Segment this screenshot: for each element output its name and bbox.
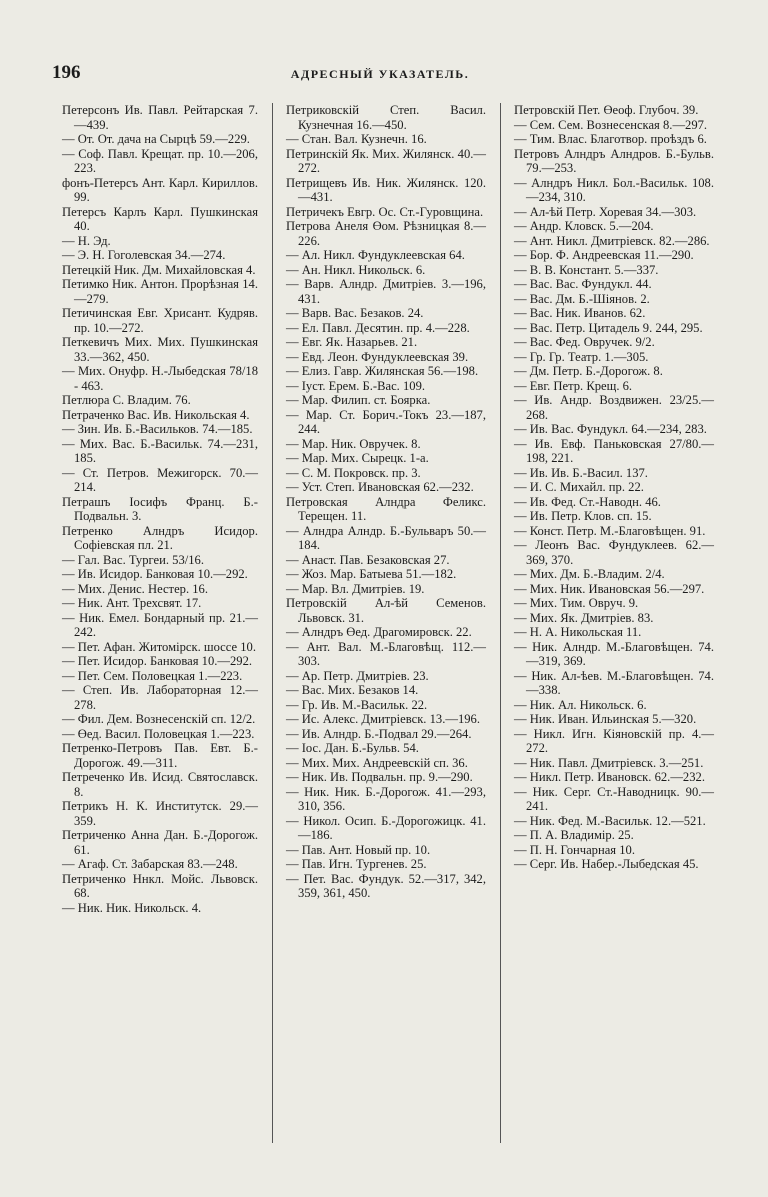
directory-entry: — Евд. Леон. Фундуклеевская 39. (286, 349, 469, 364)
directory-entry: — Уст. Степ. Ивановская 62.—232. (286, 480, 474, 494)
directory-entry: — Ант. Вал. М.-Благовѣщ. 112.—303. (286, 639, 486, 668)
directory-entry: — Никл. Петр. Ивановск. 62.—232. (514, 770, 705, 784)
directory-entry: — Ал. Никл. Фундуклеевская 64. (286, 248, 465, 262)
directory-entry: — П. А. Владимір. 25. (514, 828, 634, 842)
directory-entry: — Пав. Игн. Тургенев. 25. (286, 857, 427, 871)
directory-entry: Петичинская Евг. Хрисант. Кудряв. пр. 10.—272. (62, 306, 258, 335)
directory-entry: — Андр. Кловск. 5.—204. (514, 219, 654, 233)
directory-entry: — Варв. Алндр. Дмитріев. 3.—196, 431. (286, 277, 486, 306)
directory-entry: — Бор. Ф. Андреевская 11.—290. (514, 248, 694, 262)
directory-entry: фонъ-Петерсъ Ант. Карл. Кириллов. 99. (62, 175, 258, 204)
directory-entry: Петреченко Ив. Исид. Святославск. 8. (62, 770, 258, 799)
directory-entry: — Ив. Евф. Паньковская 27/80.—198, 221. (514, 436, 714, 465)
directory-entry: — Конст. Петр. М.-Благовѣщен. 91. (514, 523, 706, 538)
directory-entry: — Ник. Ант. Трехсвят. 17. (62, 596, 202, 610)
column-divider-1 (272, 103, 273, 1143)
page-number: 196 (52, 62, 81, 83)
directory-entry: — В. В. Констант. 5.—337. (514, 262, 659, 277)
directory-entry: Петецкій Ник. Дм. Михайловская 4. (62, 262, 256, 277)
directory-entry: — Анаст. Пав. Безаковская 27. (286, 552, 450, 567)
directory-entry: — Вас. Ник. Иванов. 62. (514, 306, 646, 320)
directory-entry: Петренко-Петровъ Пав. Евт. Б.-Дорогож. 49.—311. (62, 741, 258, 770)
directory-entry: — Ис. Алекс. Дмитріевск. 13.—196. (286, 712, 480, 726)
directory-entry: — Агаф. Ст. Забарская 83.—248. (62, 857, 238, 871)
directory-entry: — Ант. Никл. Дмитріевск. 82.—286. (514, 233, 710, 248)
directory-entry: Петрищевъ Ив. Ник. Жилянск. 120.—431. (286, 175, 486, 204)
page-header (52, 62, 708, 88)
directory-entry: — Алндра Алндр. Б.-Бульваръ 50.—184. (286, 523, 486, 552)
directory-entry: Петерсъ Карлъ Карл. Пушкинская 40. (62, 204, 258, 233)
directory-entry: — Никл. Игн. Кіяновскій пр. 4.—272. (514, 726, 714, 755)
directory-entry: — Мар. Мих. Сырецк. 1-а. (286, 451, 429, 465)
directory-entry: — Мих. Ник. Ивановская 56.—297. (514, 581, 705, 596)
directory-entry: — Ник. Ал. Никольск. 6. (514, 697, 647, 712)
directory-entry: Петрикъ Н. К. Институтск. 29.—359. (62, 799, 258, 828)
directory-entry: — Вас. Вас. Фундукл. 44. (514, 277, 652, 291)
directory-entry: — Мих. Тим. Овруч. 9. (514, 596, 639, 610)
directory-entry: — Вас. Фед. Овручек. 9/2. (514, 335, 655, 349)
directory-entry: — Мих. Мих. Андреевскій сп. 36. (286, 755, 468, 770)
directory-entry: — Гр. Гр. Театр. 1.—305. (514, 349, 649, 364)
directory-entry: — Н. Эд. (62, 233, 111, 248)
directory-entry: Петриковскій Степ. Васил. Кузнечная 16.—450. (286, 103, 486, 132)
directory-entry: — Пет. Афан. Житомірск. шоссе 10. (62, 639, 256, 654)
directory-entry: — Зин. Ив. Б.-Васильков. 74.—185. (62, 422, 253, 436)
directory-entry: — Ник. Алндр. М.-Благовѣщен. 74.—319, 369. (514, 639, 714, 668)
directory-entry: — Ел. Павл. Десятин. пр. 4.—228. (286, 320, 470, 335)
directory-entry: — Никол. Осип. Б.-Дорогожицк. 41.—186. (286, 813, 486, 842)
directory-entry: — Мар. Вл. Дмитріев. 19. (286, 581, 425, 596)
directory-entry: — От. От. дача на Сырцѣ 59.—229. (62, 132, 250, 146)
directory-entry: — Гр. Ив. М.-Васильк. 22. (286, 697, 428, 712)
directory-entry: — Ник. Серг. Ст.-Наводницк. 90.—241. (514, 784, 714, 813)
directory-entry: — Ар. Петр. Дмитріев. 23. (286, 668, 429, 683)
directory-entry: — Мар. Филип. ст. Боярка. (286, 393, 431, 407)
directory-entry: — Елиз. Гавр. Жилянская 56.—198. (286, 364, 479, 378)
directory-entry: — Ив. Ив. Б.-Васил. 137. (514, 465, 648, 480)
directory-entry: — Ник. Павл. Дмитріевск. 3.—251. (514, 755, 704, 770)
directory-entry: — Іос. Дан. Б.-Бульв. 54. (286, 741, 419, 755)
directory-entry: Петричекъ Евгр. Ос. Ст.-Гуровщина. (286, 204, 484, 219)
directory-entry: — Ник. Ник. Б.-Дорогож. 41.—293, 310, 356. (286, 784, 486, 813)
directory-entry: — Ник. Ник. Никольск. 4. (62, 900, 202, 915)
directory-entry: — Мих. Онуфр. Н.-Лыбедская 78/18 - 463. (62, 364, 258, 393)
directory-entry: Петренко Алндръ Исидор. Софіевская пл. 21. (62, 523, 258, 552)
directory-entry: — Евг. Петр. Крещ. 6. (514, 378, 633, 393)
directory-entry: — С. М. Покровск. пр. 3. (286, 465, 421, 480)
directory-entry: Петриченко Анна Дан. Б.-Дорогож. 61. (62, 828, 258, 857)
directory-entry: — Фил. Дем. Вознесенскій сп. 12/2. (62, 712, 256, 726)
directory-entry: — Ник. Емел. Бондарный пр. 21.—242. (62, 610, 258, 639)
directory-entry: — Алндръ Өед. Драгомировск. 22. (286, 625, 472, 639)
directory-entry: — Жоз. Мар. Батыева 51.—182. (286, 567, 457, 581)
directory-entry: — Мих. Денис. Нестер. 16. (62, 581, 208, 596)
directory-entry: — Мих. Як. Дмитріев. 83. (514, 610, 654, 625)
directory-entry: — Соф. Павл. Крещат. пр. 10.—206, 223. (62, 146, 258, 175)
directory-entry: — Гал. Вас. Тургеи. 53/16. (62, 552, 204, 567)
running-title: АДРЕСНЫЙ УКАЗАТЕЛЬ. (290, 67, 470, 81)
directory-entry: — Вас. Дм. Б.-Шіянов. 2. (514, 291, 650, 306)
directory-entry: — Н. А. Никольская 11. (514, 625, 642, 639)
directory-entry: — Ив. Петр. Клов. сп. 15. (514, 509, 652, 523)
directory-entry: Петлюра С. Владим. 76. (62, 393, 191, 407)
directory-entry: — Ник. Иван. Ильинская 5.—320. (514, 712, 697, 726)
directory-entry: — Серг. Ив. Набер.-Лыбедская 45. (514, 857, 699, 871)
directory-entry: — Мар. Ник. Овручек. 8. (286, 436, 421, 451)
directory-entry: — Мих. Дм. Б.-Владим. 2/4. (514, 567, 665, 581)
directory-entry: Петкевичъ Мих. Мих. Пушкинская 33.—362, 450. (62, 335, 258, 364)
directory-entry: — Пет. Вас. Фундук. 52.—317, 342, 359, 361, 450. (286, 871, 486, 900)
directory-entry: — Ив. Вас. Фундукл. 64.—234, 283. (514, 422, 707, 436)
directory-entry: — Э. Н. Гоголевская 34.—274. (62, 248, 226, 262)
directory-entry: Петрова Анеля Өом. Рѣзницкая 8.—226. (286, 219, 486, 248)
directory-entry: — Өед. Васил. Половецкая 1.—223. (62, 726, 255, 741)
directory-entry: Петровъ Алндръ Алндров. Б.-Бульв. 79.—253. (514, 146, 714, 175)
directory-entry: — Дм. Петр. Б.-Дорогож. 8. (514, 364, 663, 378)
directory-entry: Петимко Ник. Антон. Прорѣзная 14.—279. (62, 277, 258, 306)
directory-entry: — Ив. Фед. Ст.-Наводн. 46. (514, 494, 661, 509)
directory-entry: — Іуст. Ерем. Б.-Вас. 109. (286, 378, 426, 393)
column-3 (514, 103, 714, 872)
directory-entry: Петерсонъ Ив. Павл. Рейтарская 7.—439. (62, 103, 258, 132)
directory-entry: — Пет. Исидор. Банковая 10.—292. (62, 654, 253, 668)
column-2 (286, 103, 486, 901)
directory-entry: — Тим. Влас. Благотвор. проѣздъ 6. (514, 132, 707, 146)
directory-entry: — Мих. Вас. Б.-Васильк. 74.—231, 185. (62, 436, 258, 465)
directory-entry: Петраченко Вас. Ив. Никольская 4. (62, 407, 250, 422)
directory-entry: — Ник. Ив. Подвальн. пр. 9.—290. (286, 770, 473, 784)
column-divider-2 (500, 103, 501, 1143)
directory-entry: Петриченко Ннкл. Мойс. Львовск. 68. (62, 871, 258, 900)
directory-entry: Петровская Алндра Феликс. Терещен. 11. (286, 494, 486, 523)
directory-entry: — Евг. Як. Назарьев. 21. (286, 335, 418, 349)
directory-entry: — Вас. Мих. Безаков 14. (286, 683, 419, 697)
directory-entry: — Варв. Вас. Безаков. 24. (286, 306, 424, 320)
directory-entry: — Пет. Сем. Половецкая 1.—223. (62, 668, 243, 683)
column-1 (62, 103, 258, 915)
directory-entry: — Ан. Никл. Никольск. 6. (286, 262, 426, 277)
directory-entry: — Вас. Петр. Цитадель 9. 244, 295. (514, 320, 703, 335)
directory-entry: — Степ. Ив. Лабораторная 12.—278. (62, 683, 258, 712)
directory-entry: — П. Н. Гончарная 10. (514, 842, 635, 857)
directory-entry: — Сем. Сем. Вознесенская 8.—297. (514, 117, 708, 132)
directory-entry: — Стан. Вал. Кузнечн. 16. (286, 132, 427, 146)
directory-entry: — Ив. Андр. Воздвижен. 23/25.—268. (514, 393, 714, 422)
directory-entry: — Ник. Ал-ѣев. М.-Благовѣщен. 74.—338. (514, 668, 714, 697)
directory-entry: Петринскій Як. Мих. Жилянск. 40.—272. (286, 146, 486, 175)
directory-entry: — Леонъ Вас. Фундуклеев. 62.—369, 370. (514, 538, 714, 567)
directory-entry: — Ив. Исидор. Банковая 10.—292. (62, 567, 248, 581)
directory-entry: — Ст. Петров. Межигорск. 70.—214. (62, 465, 258, 494)
directory-entry: — Пав. Ант. Новый пр. 10. (286, 842, 431, 857)
directory-entry: — Мар. Ст. Борич.-Токъ 23.—187, 244. (286, 407, 486, 436)
directory-entry: — Ал-ѣй Петр. Хоревая 34.—303. (514, 204, 697, 219)
directory-entry: Петровскій Пет. Өеоф. Глубоч. 39. (514, 103, 699, 117)
directory-entry: — Ив. Алндр. Б.-Подвал 29.—264. (286, 726, 472, 741)
directory-entry: Петрашъ Іосифъ Франц. Б.-Подвальн. 3. (62, 494, 258, 523)
directory-entry: Петровскій Ал-ѣй Семенов. Львовск. 31. (286, 596, 486, 625)
directory-entry: — Ник. Фед. М.-Васильк. 12.—521. (514, 813, 706, 828)
directory-entry: — И. С. Михайл. пр. 22. (514, 480, 644, 494)
directory-entry: — Алндръ Никл. Бол.-Васильк. 108.—234, 310. (514, 175, 714, 204)
